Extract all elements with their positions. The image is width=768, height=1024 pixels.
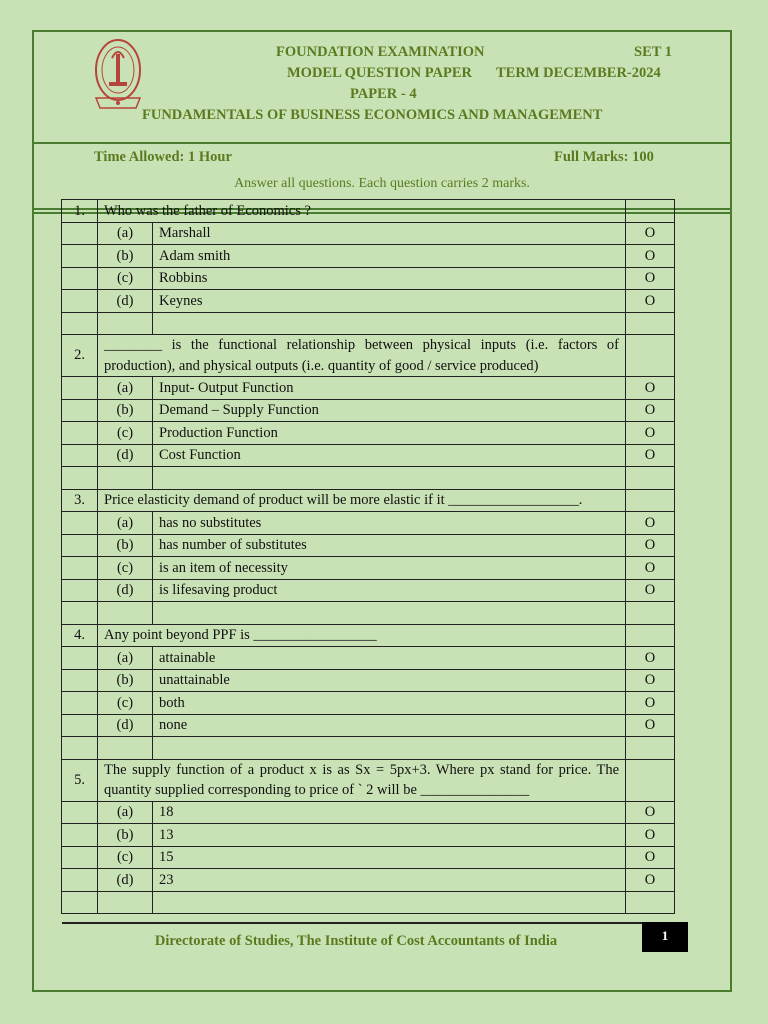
option-text: Demand – Supply Function: [153, 399, 626, 422]
option-radio[interactable]: O: [626, 422, 675, 445]
option-text: Marshall: [153, 222, 626, 245]
number-blank: [62, 222, 98, 245]
empty-cell: [98, 602, 153, 625]
option-row: [62, 290, 675, 313]
answer-blank: [626, 759, 675, 801]
question-number: 5.: [62, 759, 98, 801]
option-radio[interactable]: O: [626, 222, 675, 245]
page-number: 1: [642, 922, 688, 952]
option-row: [62, 245, 675, 268]
option-label: (d): [98, 444, 153, 467]
option-text: attainable: [153, 647, 626, 670]
empty-cell: [62, 602, 98, 625]
option-radio[interactable]: O: [626, 267, 675, 290]
empty-cell: [153, 602, 626, 625]
option-text: 18: [153, 801, 626, 824]
number-blank: [62, 824, 98, 847]
option-radio[interactable]: O: [626, 245, 675, 268]
question-row: [62, 759, 675, 801]
number-blank: [62, 669, 98, 692]
option-row: [62, 579, 675, 602]
full-marks: Full Marks: 100: [554, 149, 654, 165]
option-row: [62, 692, 675, 715]
option-radio[interactable]: O: [626, 534, 675, 557]
option-text: 15: [153, 846, 626, 869]
question-number: 2.: [62, 335, 98, 377]
number-blank: [62, 557, 98, 580]
option-row: [62, 669, 675, 692]
empty-cell: [153, 891, 626, 914]
question-number: 3.: [62, 489, 98, 512]
option-radio[interactable]: O: [626, 444, 675, 467]
option-radio[interactable]: O: [626, 869, 675, 892]
question-row: [62, 200, 675, 223]
exam-title: FOUNDATION EXAMINATION: [276, 44, 485, 60]
number-blank: [62, 444, 98, 467]
empty-cell: [626, 737, 675, 760]
option-text: Robbins: [153, 267, 626, 290]
exam-header: [34, 32, 730, 144]
number-blank: [62, 245, 98, 268]
question-text: Any point beyond PPF is _________________: [98, 624, 626, 647]
option-row: [62, 714, 675, 737]
option-label: (c): [98, 557, 153, 580]
option-radio[interactable]: O: [626, 557, 675, 580]
option-text: Cost Function: [153, 444, 626, 467]
option-label: (b): [98, 245, 153, 268]
question-text: Who was the father of Economics ?: [98, 200, 626, 223]
option-radio[interactable]: O: [626, 579, 675, 602]
option-text: has no substitutes: [153, 512, 626, 535]
subject-title: FUNDAMENTALS OF BUSINESS ECONOMICS AND MANAGEMENT: [142, 107, 603, 123]
number-blank: [62, 579, 98, 602]
number-blank: [62, 846, 98, 869]
spacer-row: [62, 737, 675, 760]
option-radio[interactable]: O: [626, 669, 675, 692]
answer-blank: [626, 489, 675, 512]
option-text: 23: [153, 869, 626, 892]
number-blank: [62, 714, 98, 737]
number-blank: [62, 869, 98, 892]
footer-divider: [62, 922, 680, 924]
option-label: (c): [98, 846, 153, 869]
option-radio[interactable]: O: [626, 647, 675, 670]
option-text: unattainable: [153, 669, 626, 692]
option-text: none: [153, 714, 626, 737]
empty-cell: [62, 312, 98, 335]
question-number: 1.: [62, 200, 98, 223]
empty-cell: [62, 737, 98, 760]
question-text: Price elasticity demand of product will be more elastic if it __________________.: [98, 489, 626, 512]
option-row: [62, 534, 675, 557]
number-blank: [62, 534, 98, 557]
empty-cell: [153, 467, 626, 490]
question-row: [62, 624, 675, 647]
option-label: (c): [98, 692, 153, 715]
option-text: Adam smith: [153, 245, 626, 268]
option-row: [62, 824, 675, 847]
option-radio[interactable]: O: [626, 824, 675, 847]
option-text: both: [153, 692, 626, 715]
option-row: [62, 869, 675, 892]
option-label: (d): [98, 579, 153, 602]
question-row: [62, 489, 675, 512]
option-radio[interactable]: O: [626, 714, 675, 737]
number-blank: [62, 399, 98, 422]
option-text: has number of substitutes: [153, 534, 626, 557]
option-radio[interactable]: O: [626, 692, 675, 715]
questions-table: [61, 199, 675, 914]
option-text: is lifesaving product: [153, 579, 626, 602]
number-blank: [62, 801, 98, 824]
empty-cell: [626, 467, 675, 490]
number-blank: [62, 512, 98, 535]
option-row: [62, 444, 675, 467]
empty-cell: [153, 312, 626, 335]
option-label: (a): [98, 801, 153, 824]
spacer-row: [62, 602, 675, 625]
empty-cell: [626, 312, 675, 335]
spacer-row: [62, 467, 675, 490]
spacer-row: [62, 312, 675, 335]
option-row: [62, 557, 675, 580]
option-row: [62, 512, 675, 535]
option-radio[interactable]: O: [626, 399, 675, 422]
option-text: 13: [153, 824, 626, 847]
answer-blank: [626, 624, 675, 647]
option-label: (a): [98, 222, 153, 245]
option-label: (a): [98, 647, 153, 670]
empty-cell: [98, 312, 153, 335]
question-row: [62, 335, 675, 377]
option-text: is an item of necessity: [153, 557, 626, 580]
option-row: [62, 422, 675, 445]
institute-logo: [92, 36, 144, 112]
number-blank: [62, 647, 98, 670]
empty-cell: [98, 891, 153, 914]
paper-type: MODEL QUESTION PAPER: [287, 65, 473, 81]
paper-number: PAPER - 4: [350, 86, 417, 102]
option-label: (a): [98, 512, 153, 535]
option-label: (d): [98, 290, 153, 313]
spacer-row: [62, 891, 675, 914]
instruction: Answer all questions. Each question carries 2 marks.: [234, 176, 530, 191]
footer-text: Directorate of Studies, The Institute of Cost Accountants of India: [154, 933, 558, 949]
option-radio[interactable]: O: [626, 377, 675, 400]
empty-cell: [62, 891, 98, 914]
option-radio[interactable]: O: [626, 846, 675, 869]
question-text: The supply function of a product x is as Sx = 5px+3. Where px stand for price. The quantity supplied corresponding to price of ` 2 will be _______________: [98, 759, 626, 801]
option-label: (a): [98, 377, 153, 400]
question-number: 4.: [62, 624, 98, 647]
empty-cell: [626, 602, 675, 625]
option-row: [62, 377, 675, 400]
empty-cell: [62, 467, 98, 490]
option-label: (c): [98, 267, 153, 290]
option-label: (b): [98, 399, 153, 422]
empty-cell: [98, 467, 153, 490]
empty-cell: [98, 737, 153, 760]
number-blank: [62, 377, 98, 400]
option-label: (d): [98, 714, 153, 737]
option-text: Production Function: [153, 422, 626, 445]
empty-cell: [153, 737, 626, 760]
question-text: ________ is the functional relationship between physical inputs (i.e. factors of production), and physical outputs (i.e. quantity of good / service produced): [98, 335, 626, 377]
set-label: SET 1: [634, 44, 673, 60]
option-label: (c): [98, 422, 153, 445]
option-row: [62, 399, 675, 422]
option-text: Input- Output Function: [153, 377, 626, 400]
option-radio[interactable]: O: [626, 290, 675, 313]
time-allowed: Time Allowed: 1 Hour: [94, 149, 232, 165]
number-blank: [62, 267, 98, 290]
option-label: (d): [98, 869, 153, 892]
option-label: (b): [98, 824, 153, 847]
option-radio[interactable]: O: [626, 512, 675, 535]
option-row: [62, 222, 675, 245]
term-label: TERM DECEMBER-2024: [496, 65, 661, 81]
answer-blank: [626, 200, 675, 223]
option-row: [62, 267, 675, 290]
option-row: [62, 846, 675, 869]
option-row: [62, 647, 675, 670]
option-radio[interactable]: O: [626, 801, 675, 824]
number-blank: [62, 692, 98, 715]
option-label: (b): [98, 669, 153, 692]
number-blank: [62, 422, 98, 445]
option-text: Keynes: [153, 290, 626, 313]
empty-cell: [626, 891, 675, 914]
option-row: [62, 801, 675, 824]
number-blank: [62, 290, 98, 313]
answer-blank: [626, 335, 675, 377]
option-label: (b): [98, 534, 153, 557]
